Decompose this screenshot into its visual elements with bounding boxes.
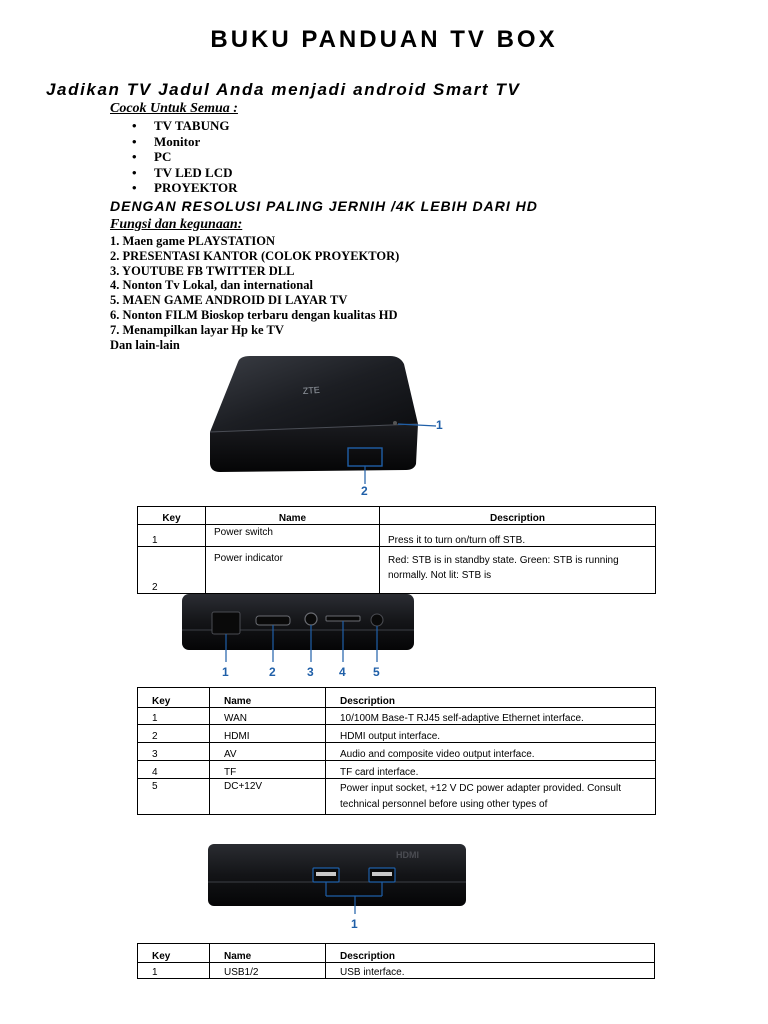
fungsi-heading: Fungsi dan kegunaan: <box>110 217 243 232</box>
tv-box-top-image <box>200 352 445 502</box>
table-row <box>138 761 656 779</box>
column-header: Name <box>206 507 380 525</box>
column-header: Description <box>326 688 656 708</box>
cell-description: Press it to turn on/turn off STB. <box>380 525 656 547</box>
table-row <box>138 725 656 743</box>
cell-description: Red: STB is in standby state. Green: STB is running normally. Not lit: STB is <box>388 555 619 581</box>
cell-description: 10/100M Base-T RJ45 self-adaptive Ethernet interface. <box>326 708 656 725</box>
list-item: • TV LED LCD <box>132 165 238 181</box>
cell-name: DC+12V <box>210 779 326 815</box>
list-item: 1. Maen game PLAYSTATION <box>110 234 276 248</box>
table-header-row <box>138 507 656 525</box>
cell-name: HDMI <box>210 725 326 743</box>
table-header-row <box>138 688 656 708</box>
table-back-ports <box>137 687 656 815</box>
list-item: • PROYEKTOR <box>132 180 238 196</box>
cell-key: 1 <box>138 708 210 725</box>
cell-key: 4 <box>138 761 210 779</box>
callout-label: 2 <box>269 665 276 679</box>
list-item: 3. YOUTUBE FB TWITTER DLL <box>110 263 295 278</box>
cell-key: 3 <box>138 743 210 761</box>
ethernet-port-icon <box>212 612 240 634</box>
column-header: Description <box>380 507 656 525</box>
list-item: Dan lain-lain <box>110 337 180 352</box>
list-item: • TV TABUNG <box>132 118 238 134</box>
cell-key: 2 <box>138 547 206 594</box>
cell-key: 1 <box>138 963 210 979</box>
table-row <box>138 779 656 815</box>
cocok-list <box>132 118 238 196</box>
callout-label: 4 <box>339 665 346 679</box>
column-header: Key <box>138 688 210 708</box>
table-row <box>138 743 656 761</box>
cell-key: 5 <box>138 779 210 815</box>
tv-box-side-image <box>206 842 468 932</box>
cell-description: HDMI output interface. <box>326 725 656 743</box>
subtitle: Jadikan TV Jadul Anda menjadi android Smart TV <box>46 80 521 99</box>
callout-label: 1 <box>222 665 229 679</box>
callout-label: 2 <box>361 484 368 498</box>
table-front-keys <box>137 506 656 594</box>
av-port-icon <box>305 613 317 625</box>
column-header: Description <box>326 944 655 963</box>
column-header: Key <box>138 944 210 963</box>
table-side-ports <box>137 943 655 979</box>
list-item: • Monitor <box>132 134 238 150</box>
brand-logo: ZTE <box>302 384 321 396</box>
list-item: 4. Nonton Tv Lokal, dan international <box>110 278 313 293</box>
table-row <box>138 963 655 979</box>
tf-slot-icon <box>326 616 360 621</box>
cell-key: 1 <box>138 525 206 547</box>
table-row <box>138 525 656 547</box>
hdmi-port-icon <box>256 616 290 625</box>
list-item: 7. Menampilkan layar Hp ke TV <box>110 322 284 337</box>
cell-description: Audio and composite video output interface. <box>326 743 656 761</box>
fungsi-list <box>110 234 399 352</box>
cell-description: USB interface. <box>326 963 655 979</box>
callout-label: 3 <box>307 665 314 679</box>
resolution-heading: DENGAN RESOLUSI PALING JERNIH /4K LEBIH DARI HD <box>110 198 538 214</box>
cell-name: WAN <box>210 708 326 725</box>
cell-description: Power input socket, +12 V DC power adapter provided. Consult technical personnel before using other types of <box>326 779 656 815</box>
cocok-heading: Cocok Untuk Semua : <box>110 101 238 116</box>
column-header: Name <box>210 944 326 963</box>
callout-label: 1 <box>351 917 358 931</box>
cell-name: USB1/2 <box>210 963 326 979</box>
cell-name: Power indicator <box>206 547 380 594</box>
table-row <box>138 547 656 594</box>
cell-name: TF <box>210 761 326 779</box>
column-header: Key <box>138 507 206 525</box>
list-item: 2. PRESENTASI KANTOR (COLOK PROYEKTOR) <box>110 248 400 263</box>
cell-description: TF card interface. <box>326 761 656 779</box>
cell-name: AV <box>210 743 326 761</box>
table-header-row <box>138 944 655 963</box>
callout-label: 1 <box>436 418 443 432</box>
list-item: 5. MAEN GAME ANDROID DI LAYAR TV <box>110 293 348 308</box>
hdmi-logo: HDMI <box>396 850 419 860</box>
list-item: 6. Nonton FILM Bioskop terbaru dengan kualitas HD <box>110 307 398 322</box>
tv-box-back-image <box>180 592 416 680</box>
power-button-icon <box>393 421 397 425</box>
column-header: Name <box>210 688 326 708</box>
cell-key: 2 <box>138 725 210 743</box>
list-item: • PC <box>132 149 238 165</box>
table-row <box>138 708 656 725</box>
callout-label: 5 <box>373 665 380 679</box>
dc-port-icon <box>371 614 383 626</box>
document-title: BUKU PANDUAN TV BOX <box>210 26 558 53</box>
cell-name: Power switch <box>206 525 380 547</box>
